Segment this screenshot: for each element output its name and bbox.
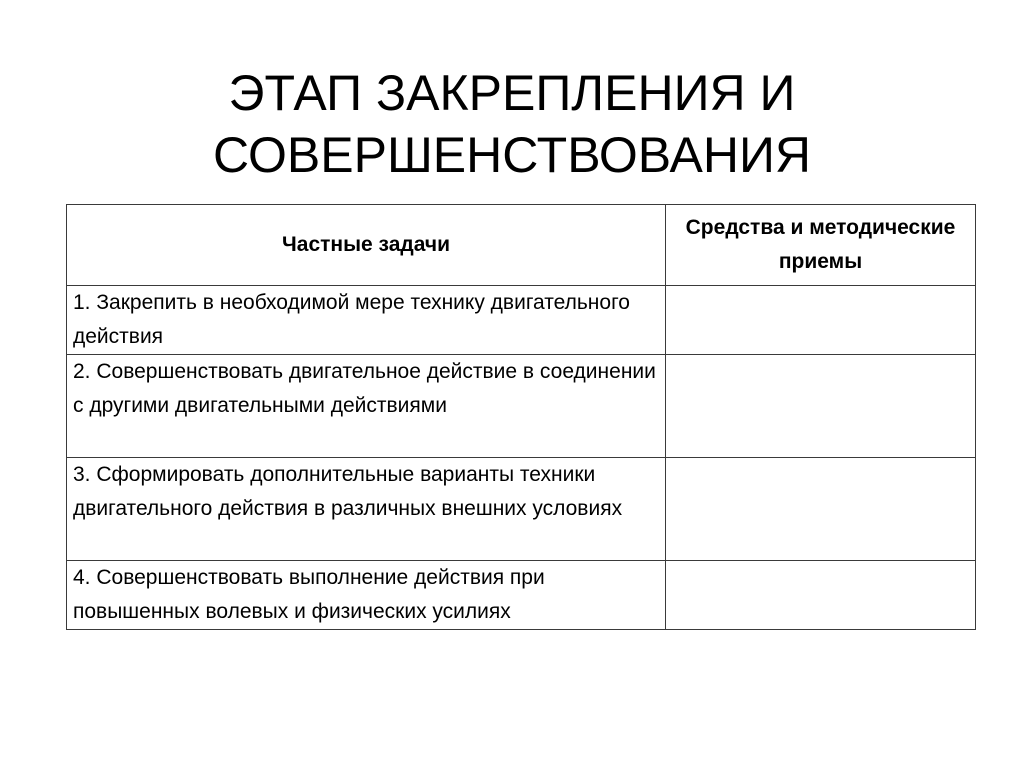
slide-title-line-2: СОВЕРШЕНСТВОВАНИЯ — [213, 126, 811, 183]
task-cell: 1. Закрепить в необходимой мере технику двигательного действия — [67, 286, 666, 355]
slide-title-line-1: ЭТАП ЗАКРЕПЛЕНИЯ И — [228, 64, 796, 121]
methods-cell — [666, 286, 976, 355]
header-methods: Средства и методические приемы — [666, 205, 976, 286]
methods-cell — [666, 458, 976, 561]
methods-cell — [666, 355, 976, 458]
slide-title — [0, 62, 1024, 186]
table-row — [67, 458, 976, 561]
methods-cell — [666, 561, 976, 630]
table-row — [67, 561, 976, 630]
table-row — [67, 286, 976, 355]
tasks-table — [66, 204, 976, 630]
task-cell: 2. Совершенствовать двигательное действие в соединении с другими двигательными действиями — [67, 355, 666, 458]
task-cell: 4. Совершенствовать выполнение действия при повышенных волевых и физических усилиях — [67, 561, 666, 630]
task-cell: 3. Сформировать дополнительные варианты техники двигательного действия в различных внешних условиях — [67, 458, 666, 561]
header-tasks: Частные задачи — [67, 205, 666, 286]
table-header-row — [67, 205, 976, 286]
table-row — [67, 355, 976, 458]
